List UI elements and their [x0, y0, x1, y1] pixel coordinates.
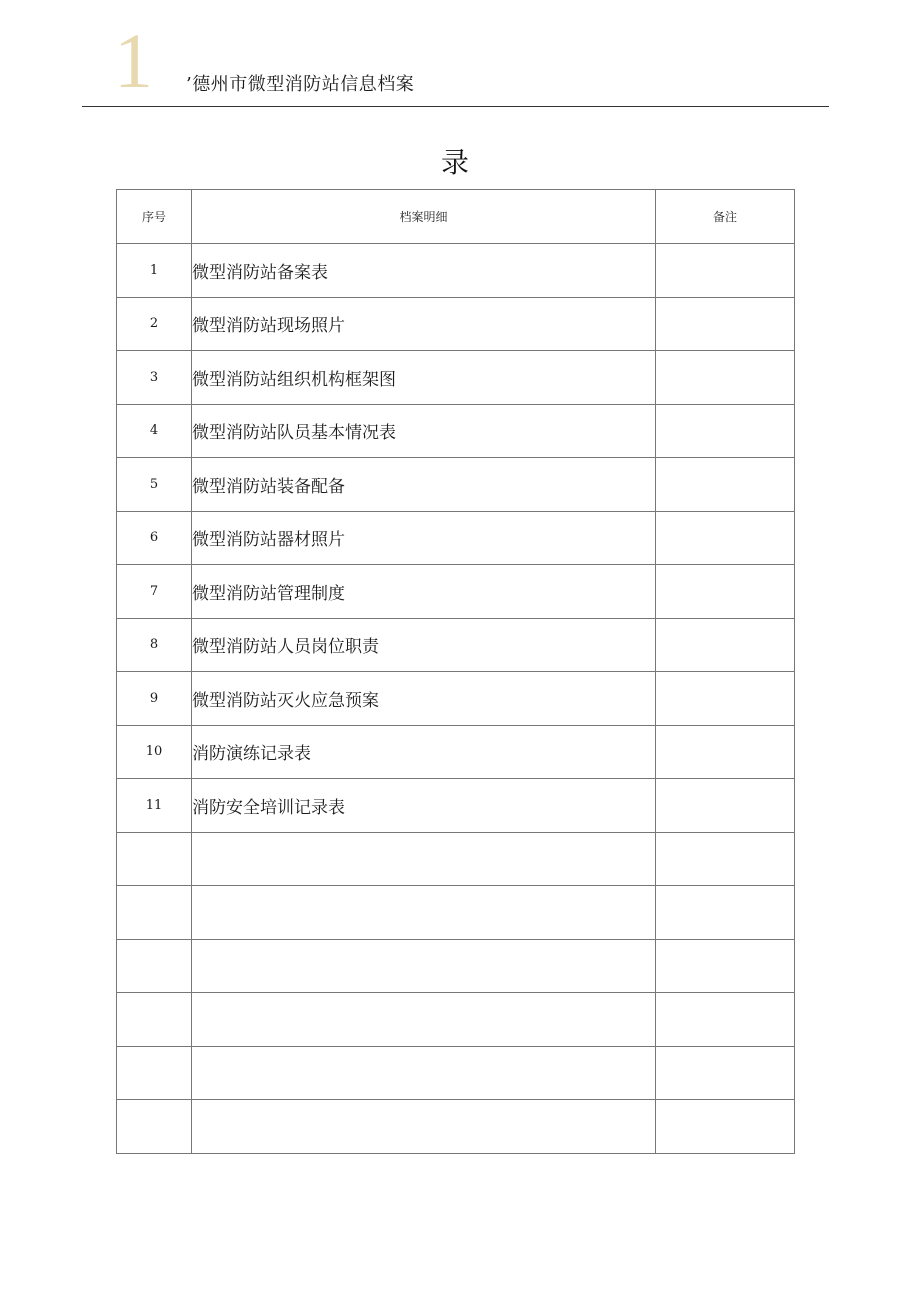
row-note-cell: [656, 672, 795, 726]
row-index-cell: 2: [117, 297, 192, 351]
row-note-cell: [656, 618, 795, 672]
row-detail-cell: [192, 832, 656, 886]
row-note-cell: [656, 297, 795, 351]
row-index-cell: 9: [117, 672, 192, 726]
row-note-cell: [656, 779, 795, 833]
table-body: [117, 244, 795, 1154]
header-divider: [82, 106, 829, 107]
row-index-cell: [117, 832, 192, 886]
column-header-note: 备注: [656, 190, 795, 244]
row-index-cell: 3: [117, 351, 192, 405]
page-heading: 录: [440, 146, 469, 179]
table-row: [117, 404, 795, 458]
row-detail-cell: [192, 939, 656, 993]
row-note-cell: [656, 404, 795, 458]
row-note-cell: [656, 1046, 795, 1100]
row-note-cell: [656, 244, 795, 298]
catalog-table: [116, 189, 795, 1154]
row-detail-cell: [192, 993, 656, 1047]
table-row: [117, 244, 795, 298]
table-row: [117, 725, 795, 779]
row-note-cell: [656, 939, 795, 993]
row-note-cell: [656, 725, 795, 779]
table-row: [117, 351, 795, 405]
table-header-row: [117, 190, 795, 244]
row-detail-cell: 微型消防站现场照片: [192, 297, 656, 351]
row-index-cell: [117, 1046, 192, 1100]
row-index-cell: [117, 886, 192, 940]
row-detail-cell: 微型消防站人员岗位职责: [192, 618, 656, 672]
row-note-cell: [656, 886, 795, 940]
row-detail-cell: 微型消防站队员基本情况表: [192, 404, 656, 458]
table-row: [117, 1100, 795, 1154]
row-detail-cell: 消防安全培训记录表: [192, 779, 656, 833]
row-note-cell: [656, 832, 795, 886]
row-index-cell: [117, 993, 192, 1047]
table-row: [117, 511, 795, 565]
table-row: [117, 458, 795, 512]
row-index-cell: 4: [117, 404, 192, 458]
row-index-cell: 11: [117, 779, 192, 833]
table-row: [117, 297, 795, 351]
row-detail-cell: 微型消防站器材照片: [192, 511, 656, 565]
row-detail-cell: 微型消防站组织机构框架图: [192, 351, 656, 405]
row-index-cell: 10: [117, 725, 192, 779]
table-row: [117, 672, 795, 726]
row-note-cell: [656, 1100, 795, 1154]
row-detail-cell: 微型消防站装备配备: [192, 458, 656, 512]
header-chapter-number: 1: [114, 17, 153, 104]
column-header-index: 序号: [117, 190, 192, 244]
row-index-cell: 8: [117, 618, 192, 672]
row-index-cell: 6: [117, 511, 192, 565]
row-note-cell: [656, 993, 795, 1047]
row-index-cell: [117, 1100, 192, 1154]
row-detail-cell: 消防演练记录表: [192, 725, 656, 779]
table-row: [117, 939, 795, 993]
table-row: [117, 886, 795, 940]
row-index-cell: 7: [117, 565, 192, 619]
header-title: ’德州市微型消防站信息档案: [186, 74, 415, 95]
row-detail-cell: 微型消防站备案表: [192, 244, 656, 298]
table-row: [117, 993, 795, 1047]
row-note-cell: [656, 351, 795, 405]
row-detail-cell: [192, 1100, 656, 1154]
column-header-detail: 档案明细: [192, 190, 656, 244]
row-detail-cell: [192, 1046, 656, 1100]
table-row: [117, 565, 795, 619]
row-detail-cell: 微型消防站灭火应急预案: [192, 672, 656, 726]
table-row: [117, 618, 795, 672]
table-row: [117, 779, 795, 833]
row-detail-cell: 微型消防站管理制度: [192, 565, 656, 619]
row-index-cell: [117, 939, 192, 993]
row-note-cell: [656, 565, 795, 619]
row-index-cell: 5: [117, 458, 192, 512]
row-index-cell: 1: [117, 244, 192, 298]
row-note-cell: [656, 458, 795, 512]
row-note-cell: [656, 511, 795, 565]
table-row: [117, 1046, 795, 1100]
row-detail-cell: [192, 886, 656, 940]
table-row: [117, 832, 795, 886]
